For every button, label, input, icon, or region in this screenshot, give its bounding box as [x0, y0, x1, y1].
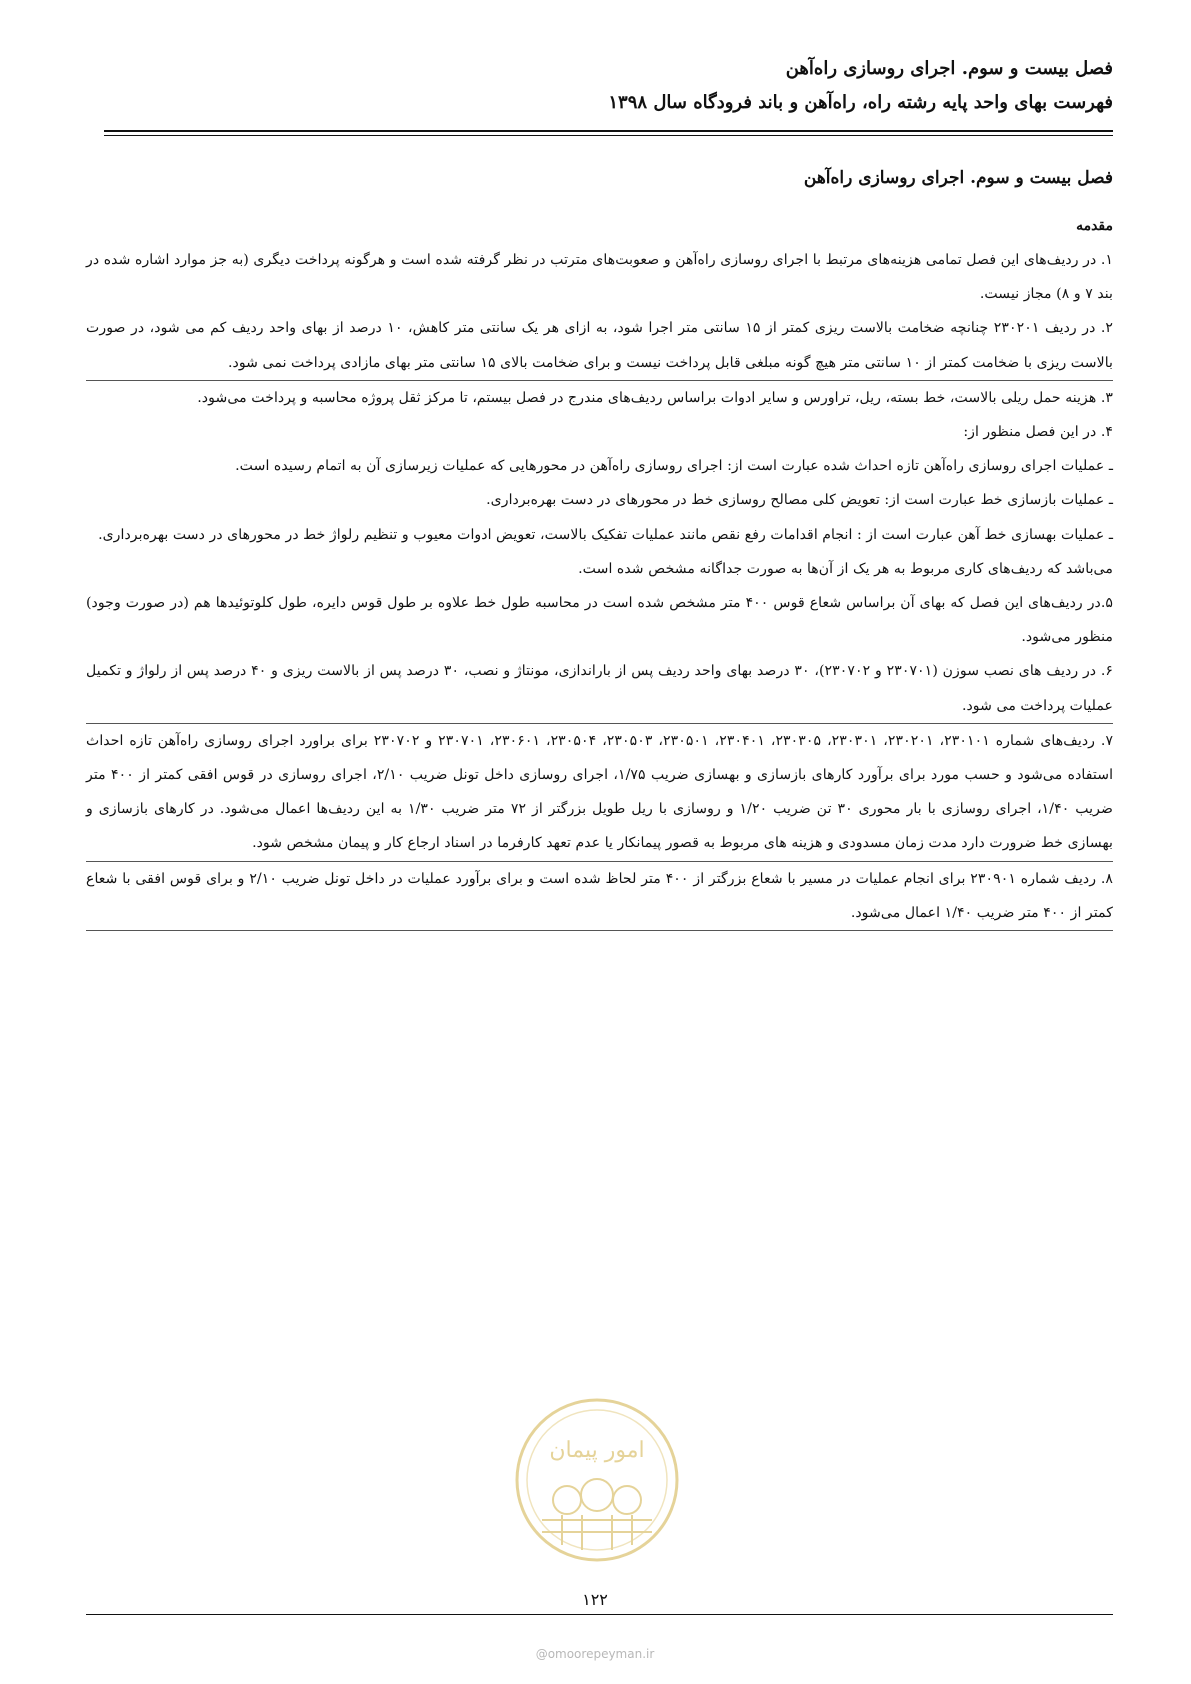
paragraph-4-reconstruction: ـ عملیات بازسازی خط عبارت است از: تعویض کلی مصالح روسازی خط در محورهای در دست بهره‌برداری. — [486, 492, 1113, 509]
paragraph-4-closing: می‌باشد که ردیف‌های کاری مربوط به هر یک از آن‌ها به صورت جداگانه مشخص شده است. — [578, 560, 1113, 577]
paragraph-8: ۸. ردیف شماره ۲۳۰۹۰۱ برای انجام عملیات در مسیر با شعاع بزرگتر از ۴۰۰ متر لحاظ شده است و برای برآورد عملیات در داخل تونل ضریب ۲/۱۰ و برای قوس افقی با شعاع کمتر از ۴۰۰ متر ضریب ۱/۴۰ اعمال می‌شود. — [86, 862, 1113, 931]
watermark-logo — [512, 1395, 682, 1565]
document-body — [86, 163, 1113, 931]
header-rule-thick — [104, 130, 1113, 132]
paragraph-6: ۶. در ردیف های نصب سوزن (۲۳۰۷۰۱ و ۲۳۰۷۰۲)، ۳۰ درصد بهای واحد ردیف پس از باراندازی، مونتاژ و نصب، ۳۰ درصد پس از بالاست ریزی و ۴۰ درصد پس از رلواژ و تکمیل عملیات پرداخت می شود. — [86, 654, 1113, 723]
watermark-text: امور پیمان — [549, 1438, 645, 1463]
page-header — [104, 52, 1113, 120]
section-title: فصل بیست و سوم. اجرای روسازی راه‌آهن — [803, 168, 1113, 188]
site-handle: @omoorepeyman.ir — [535, 1647, 655, 1661]
footer-rule — [86, 1614, 1113, 1615]
paragraph-5: ۵.در ردیف‌های این فصل که بهای آن براساس شعاع قوس ۴۰۰ متر مشخص شده است در محاسبه طول خط علاوه بر طول قوس دایره، طول کلوتوئیدها هم (در صورت وجود) منظور می‌شود. — [86, 595, 1113, 646]
intro-label: مقدمه — [1076, 218, 1113, 234]
paragraph-4: ۴. در این فصل منظور از: — [963, 424, 1113, 441]
header-rule-thin — [104, 135, 1113, 136]
paragraph-4-new-track: ـ عملیات اجرای روسازی راه‌آهن تازه احداث شده عبارت است از: اجرای روسازی راه‌آهن در محورهایی که عملیات زیرسازی آن به اتمام رسیده است. — [235, 458, 1113, 475]
paragraph-2: ۲. در ردیف ۲۳۰۲۰۱ چنانچه ضخامت بالاست ریزی کمتر از ۱۵ سانتی متر اجرا شود، به ازای هر یک سانتی متر کاهش، ۱۰ درصد از بهای واحد ردیف کم می شود، در صورت بالاست ریزی با ضخامت کمتر از ۱۰ سانتی متر هیچ گونه مبلغی قابل پرداخت نیست و برای ضخامت بالای ۱۵ سانتی متر بهای مازادی پرداخت نمی شود. — [86, 311, 1113, 380]
header-chapter-title: فصل بیست و سوم. اجرای روسازی راه‌آهن — [785, 58, 1113, 79]
paragraph-3: ۳. هزینه حمل ریلی بالاست، خط بسته، ریل، تراورس و سایر ادوات براساس ردیف‌های مندرج در فصل بیستم، تا مرکز ثقل پروژه محاسبه و پرداخت می‌شود. — [197, 389, 1113, 406]
paragraph-7: ۷. ردیف‌های شماره ۲۳۰۱۰۱، ۲۳۰۲۰۱، ۲۳۰۳۰۱، ۲۳۰۳۰۵، ۲۳۰۴۰۱، ۲۳۰۵۰۱، ۲۳۰۵۰۳، ۲۳۰۵۰۴، ۲۳۰۶۰۱، ۲۳۰۷۰۱ و ۲۳۰۷۰۲ برای براورد اجرای روسازی راه‌آهن تازه احداث استفاده می‌شود و حسب مورد برای برآورد کارهای بازسازی و بهسازی ضریب ۱/۷۵، اجرای روسازی داخل تونل ضریب ۲/۱۰، اجرای روسازی در قوس افقی کمتر از ۴۰۰ متر ضریب ۱/۴۰، اجرای روسازی با بار محوری ۳۰ تن ضریب ۱/۲۰ و روسازی با ریل طویل بزرگتر از ۷۲ متر ضریب ۱/۳۰ به این ردیف‌ها اعمال می‌شود. در کارهای بازسازی و بهسازی خط ضرورت دارد مدت زمان مسدودی و هزینه های مربوط به قصور پیمانکار یا عدم تعهد کارفرما در اسناد ارجاع کار و پیمان مشخص شود. — [86, 724, 1113, 862]
header-catalog-title: فهرست بهای واحد پایه رشته راه، راه‌آهن و باند فرودگاه سال ۱۳۹۸ — [608, 92, 1113, 113]
page-number: ۱۲۲ — [582, 1590, 608, 1609]
paragraph-1: ۱. در ردیف‌های این فصل تمامی هزینه‌های مرتبط با اجرای روسازی راه‌آهن و صعوبت‌های مترتب در نظر گرفته شده است و هرگونه پرداخت دیگری (به جز موارد اشاره شده در بند ۷ و ۸) مجاز نیست. — [86, 252, 1113, 303]
paragraph-4-improvement: ـ عملیات بهسازی خط آهن عبارت است از : انجام اقدامات رفع نقص مانند عملیات تفکیک بالاست، تعویض ادوات معیوب و تنظیم رلواژ خط در محورهای در دست بهره‌برداری. — [98, 526, 1113, 543]
